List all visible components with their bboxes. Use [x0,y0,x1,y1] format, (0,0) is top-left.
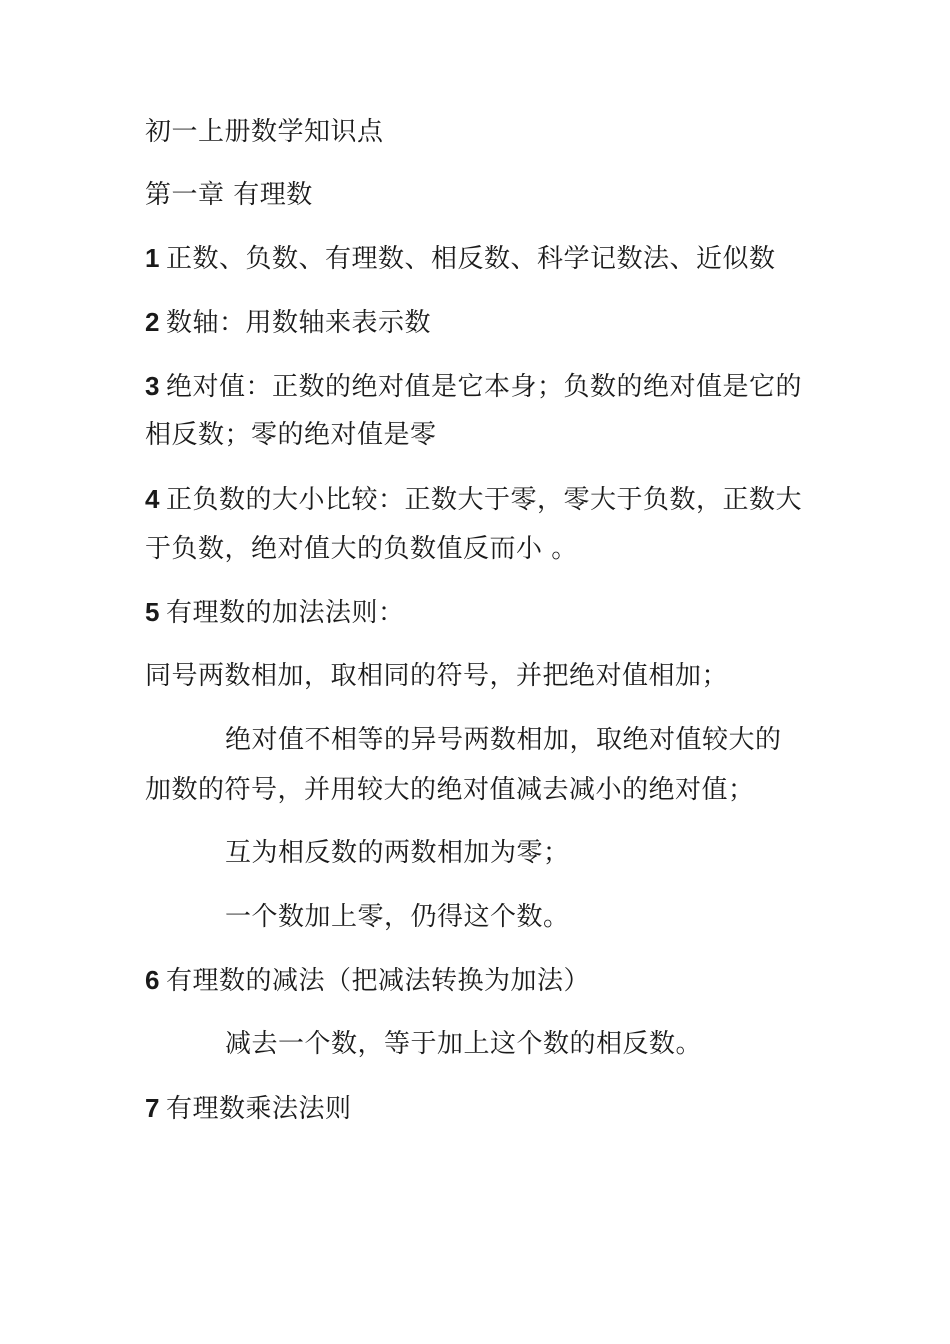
item-number: 3 [145,371,160,401]
item-text: 数轴：用数轴来表示数 [165,308,431,338]
item-number: 5 [145,597,160,627]
document-title: 初一上册数学知识点 [145,117,384,147]
item-number: 1 [145,243,160,273]
item-number: 2 [145,307,160,337]
list-item-3 [145,371,825,402]
list-item-4 [145,484,825,515]
addition-rule-3: 互为相反数的两数相加为零； [225,838,570,868]
list-item-1 [145,243,825,274]
addition-rule-4: 一个数加上零，仍得这个数。 [225,902,570,932]
list-item-3-continuation: 相反数；零的绝对值是零 [145,420,437,450]
item-text: 正负数的大小比较：正数大于零，零大于负数，正数大 [165,485,802,515]
item-number: 4 [145,484,160,514]
item-text: 有理数乘法法则 [165,1094,352,1124]
addition-rule-1: 同号两数相加，取相同的符号，并把绝对值相加； [145,661,729,691]
item-number: 7 [145,1093,160,1123]
chapter-heading: 第一章 有理数 [145,180,313,210]
list-item-2 [145,307,825,338]
list-item-7 [145,1093,825,1124]
addition-rule-2: 绝对值不相等的异号两数相加，取绝对值较大的 [225,725,782,755]
list-item-5 [145,597,825,628]
list-item-6 [145,965,825,996]
item-text: 正数、负数、有理数、相反数、科学记数法、近似数 [165,244,776,274]
item-number: 6 [145,965,160,995]
item-text: 有理数的减法（把减法转换为加法） [165,966,590,996]
list-item-4-continuation: 于负数，绝对值大的负数值反而小 。 [145,534,578,564]
item-text: 绝对值：正数的绝对值是它本身；负数的绝对值是它的 [165,372,802,402]
subtraction-rule: 减去一个数，等于加上这个数的相反数。 [225,1029,703,1059]
item-text: 有理数的加法法则： [165,598,405,628]
addition-rule-2-continuation: 加数的符号，并用较大的绝对值减去减小的绝对值； [145,775,755,805]
